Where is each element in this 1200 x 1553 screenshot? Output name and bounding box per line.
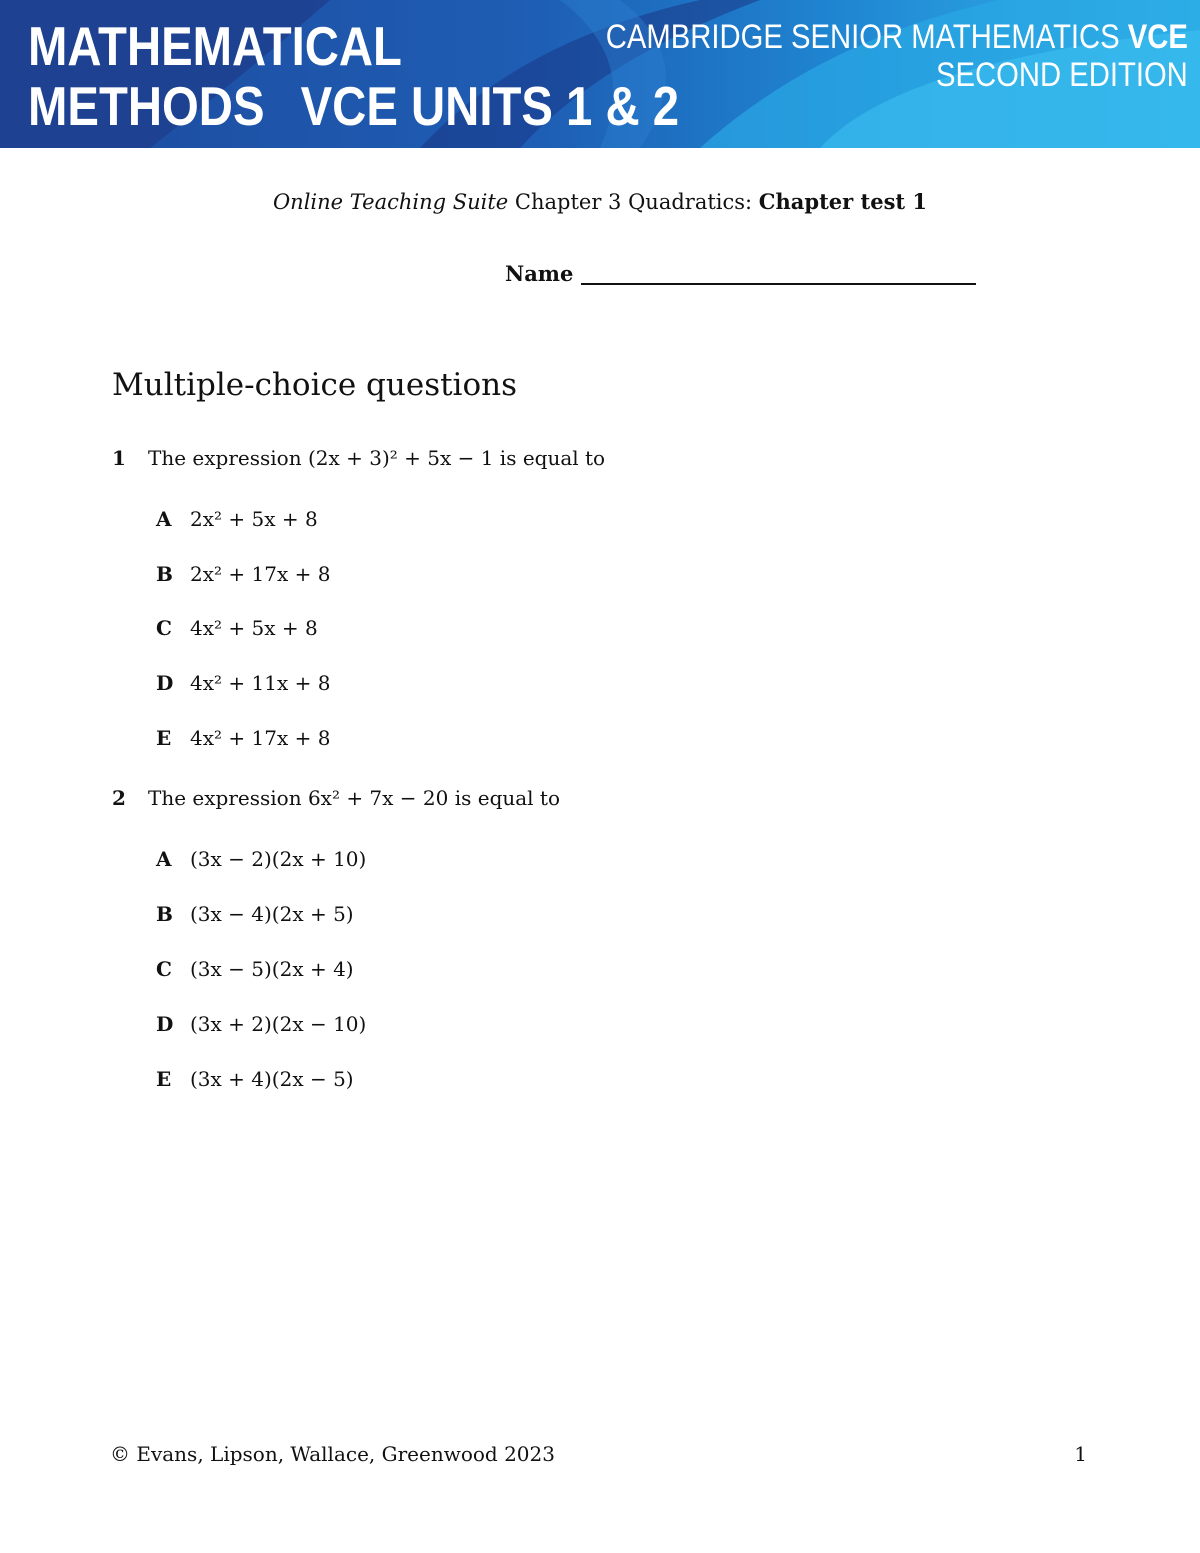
option-text: 2x² + 5x + 8 [190, 507, 318, 531]
series-name-vce: VCE [1127, 18, 1188, 56]
option-1-d[interactable] [156, 671, 330, 695]
option-text: 2x² + 17x + 8 [190, 562, 331, 586]
option-2-b[interactable] [156, 902, 354, 926]
option-letter: B [156, 562, 173, 586]
option-text: (3x − 5)(2x + 4) [190, 957, 354, 981]
option-text: (3x − 4)(2x + 5) [190, 902, 354, 926]
suite-name: Online Teaching Suite [272, 190, 509, 214]
question-prompt-end: is equal to [448, 786, 561, 810]
option-letter: C [156, 957, 172, 981]
edition-label: SECOND EDITION [936, 56, 1188, 94]
option-text: (3x + 2)(2x − 10) [190, 1012, 367, 1036]
question-expression: 6x² + 7x − 20 [307, 786, 449, 810]
option-letter: A [156, 507, 172, 531]
option-letter: D [156, 671, 174, 695]
option-2-a[interactable] [156, 847, 366, 871]
option-text: (3x + 4)(2x − 5) [190, 1067, 354, 1091]
option-1-b[interactable] [156, 562, 330, 586]
option-text: 4x² + 11x + 8 [190, 671, 331, 695]
option-1-a[interactable] [156, 507, 318, 531]
option-letter: D [156, 1012, 174, 1036]
option-letter: E [156, 1067, 172, 1091]
section-title: Multiple-choice questions [112, 367, 518, 403]
banner-title-methods: METHODS [28, 75, 265, 137]
test-name: Chapter test 1 [758, 189, 928, 214]
option-text: (3x − 2)(2x + 10) [190, 847, 367, 871]
option-letter: B [156, 902, 173, 926]
chapter-name: Chapter 3 Quadratics: [508, 190, 759, 214]
option-letter: E [156, 726, 172, 750]
option-1-c[interactable] [156, 616, 318, 640]
question-number: 1 [112, 446, 126, 470]
option-2-e[interactable] [156, 1067, 354, 1091]
banner-title-line2 [28, 75, 680, 137]
question-expression: (2x + 3)² + 5x − 1 [307, 446, 494, 470]
option-text: 4x² + 5x + 8 [190, 616, 318, 640]
series-name-main: CAMBRIDGE SENIOR MATHEMATICS [605, 18, 1128, 56]
name-blank-line[interactable] [581, 283, 976, 285]
option-1-e[interactable] [156, 726, 330, 750]
question-1 [112, 446, 605, 470]
question-prompt-end: is equal to [493, 446, 606, 470]
page-subtitle [0, 189, 1200, 214]
question-prompt: The expression [148, 786, 308, 810]
copyright-notice: © Evans, Lipson, Wallace, Greenwood 2023 [110, 1442, 555, 1466]
page-number: 1 [1074, 1442, 1087, 1466]
name-label: Name [505, 261, 574, 286]
question-2 [112, 786, 560, 810]
option-2-d[interactable] [156, 1012, 366, 1036]
series-name [606, 20, 1188, 54]
option-text: 4x² + 17x + 8 [190, 726, 331, 750]
option-letter: A [156, 847, 172, 871]
option-letter: C [156, 616, 172, 640]
question-prompt: The expression [148, 446, 308, 470]
banner-title-units: VCE UNITS 1 & 2 [300, 75, 680, 137]
name-field[interactable] [505, 261, 976, 286]
option-2-c[interactable] [156, 957, 354, 981]
banner-title-line1: MATHEMATICAL [28, 15, 402, 77]
question-number: 2 [112, 786, 126, 810]
header-banner [0, 0, 1200, 148]
